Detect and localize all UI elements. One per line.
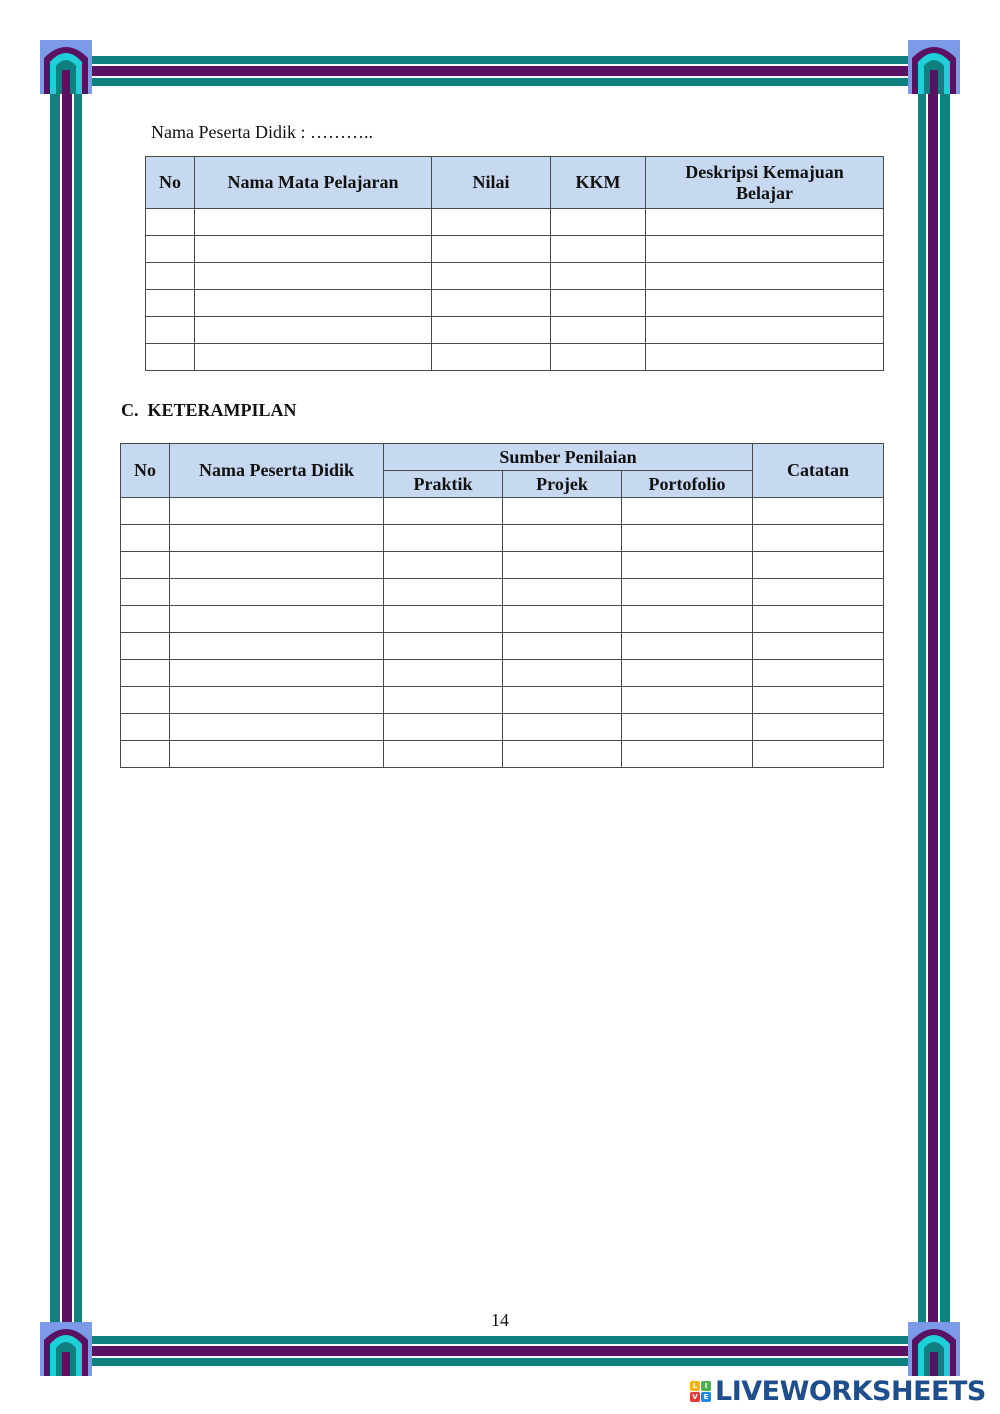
header-portfolio: Portofolio bbox=[622, 471, 753, 498]
table-cell[interactable] bbox=[146, 263, 195, 290]
table-cell[interactable] bbox=[622, 552, 753, 579]
skills-table bbox=[120, 443, 884, 768]
table-cell[interactable] bbox=[121, 660, 170, 687]
header-score: Nilai bbox=[432, 157, 551, 209]
header-no: No bbox=[121, 444, 170, 498]
table-cell[interactable] bbox=[432, 263, 551, 290]
table-cell[interactable] bbox=[503, 660, 622, 687]
table-cell[interactable] bbox=[170, 660, 384, 687]
table-cell[interactable] bbox=[170, 687, 384, 714]
table-cell[interactable] bbox=[170, 579, 384, 606]
table-row bbox=[121, 714, 884, 741]
grades-table-body bbox=[146, 209, 884, 371]
table-cell[interactable] bbox=[121, 579, 170, 606]
table-cell[interactable] bbox=[384, 552, 503, 579]
table-cell[interactable] bbox=[432, 344, 551, 371]
table-cell[interactable] bbox=[622, 714, 753, 741]
table-cell[interactable] bbox=[384, 606, 503, 633]
table-cell[interactable] bbox=[503, 579, 622, 606]
table-cell[interactable] bbox=[146, 317, 195, 344]
table-cell[interactable] bbox=[384, 525, 503, 552]
table-cell[interactable] bbox=[195, 263, 432, 290]
student-name-line: Nama Peserta Didik : ……….. bbox=[151, 122, 373, 142]
table-cell[interactable] bbox=[170, 633, 384, 660]
table-cell[interactable] bbox=[195, 317, 432, 344]
table-row bbox=[121, 552, 884, 579]
table-cell[interactable] bbox=[753, 660, 884, 687]
table-cell[interactable] bbox=[622, 606, 753, 633]
table-cell[interactable] bbox=[146, 209, 195, 236]
table-cell[interactable] bbox=[503, 633, 622, 660]
table-cell[interactable] bbox=[384, 660, 503, 687]
table-row bbox=[146, 317, 884, 344]
table-cell[interactable] bbox=[432, 209, 551, 236]
table-cell[interactable] bbox=[384, 687, 503, 714]
table-cell[interactable] bbox=[503, 606, 622, 633]
table-cell[interactable] bbox=[503, 552, 622, 579]
table-row bbox=[146, 344, 884, 371]
table-cell[interactable] bbox=[432, 317, 551, 344]
logo-tile: E bbox=[701, 1392, 711, 1402]
table-cell[interactable] bbox=[121, 714, 170, 741]
table-row bbox=[146, 290, 884, 317]
logo-tile: L bbox=[690, 1381, 700, 1391]
table-cell[interactable] bbox=[622, 525, 753, 552]
header-student-name: Nama Peserta Didik bbox=[170, 444, 384, 498]
table-cell[interactable] bbox=[146, 290, 195, 317]
table-cell[interactable] bbox=[384, 714, 503, 741]
table-cell[interactable] bbox=[646, 344, 884, 371]
header-practice: Praktik bbox=[384, 471, 503, 498]
header-progress-description: Deskripsi Kemajuan Belajar bbox=[646, 157, 884, 209]
header-kkm: KKM bbox=[551, 157, 646, 209]
table-cell[interactable] bbox=[432, 290, 551, 317]
table-cell[interactable] bbox=[170, 606, 384, 633]
header-assessment-source: Sumber Penilaian bbox=[384, 444, 753, 471]
table-cell[interactable] bbox=[121, 525, 170, 552]
header-project: Projek bbox=[503, 471, 622, 498]
table-row bbox=[121, 741, 884, 768]
table-cell[interactable] bbox=[753, 579, 884, 606]
table-cell[interactable] bbox=[503, 687, 622, 714]
table-cell[interactable] bbox=[646, 236, 884, 263]
table-header-row bbox=[121, 444, 884, 471]
table-cell[interactable] bbox=[195, 344, 432, 371]
table-cell[interactable] bbox=[384, 498, 503, 525]
table-cell[interactable] bbox=[170, 552, 384, 579]
corner-ornament-icon bbox=[908, 40, 960, 94]
table-cell[interactable] bbox=[170, 498, 384, 525]
liveworksheets-watermark bbox=[690, 1374, 986, 1408]
table-cell[interactable] bbox=[503, 525, 622, 552]
liveworksheets-logo-icon bbox=[690, 1381, 711, 1402]
table-cell[interactable] bbox=[753, 606, 884, 633]
table-cell[interactable] bbox=[551, 344, 646, 371]
table-cell[interactable] bbox=[753, 633, 884, 660]
table-row bbox=[121, 633, 884, 660]
table-cell[interactable] bbox=[146, 344, 195, 371]
logo-tile: I bbox=[701, 1381, 711, 1391]
table-cell[interactable] bbox=[753, 552, 884, 579]
table-cell[interactable] bbox=[622, 741, 753, 768]
corner-ornament-icon bbox=[40, 40, 92, 94]
table-cell[interactable] bbox=[646, 209, 884, 236]
table-cell[interactable] bbox=[503, 498, 622, 525]
table-cell[interactable] bbox=[121, 498, 170, 525]
table-header-row bbox=[146, 157, 884, 209]
table-cell[interactable] bbox=[622, 498, 753, 525]
table-cell[interactable] bbox=[170, 714, 384, 741]
table-cell[interactable] bbox=[170, 741, 384, 768]
header-no: No bbox=[146, 157, 195, 209]
watermark-text: LIVEWORKSHEETS bbox=[715, 1375, 986, 1407]
table-row bbox=[121, 525, 884, 552]
table-cell[interactable] bbox=[551, 209, 646, 236]
table-row bbox=[121, 687, 884, 714]
table-cell[interactable] bbox=[646, 263, 884, 290]
logo-tile: V bbox=[690, 1392, 700, 1402]
table-cell[interactable] bbox=[195, 209, 432, 236]
table-cell[interactable] bbox=[753, 525, 884, 552]
section-heading: C. KETERAMPILAN bbox=[121, 400, 297, 420]
table-row bbox=[121, 660, 884, 687]
table-cell[interactable] bbox=[121, 606, 170, 633]
table-row bbox=[121, 498, 884, 525]
table-row bbox=[121, 606, 884, 633]
table-row bbox=[121, 579, 884, 606]
table-cell[interactable] bbox=[753, 498, 884, 525]
table-cell[interactable] bbox=[121, 633, 170, 660]
table-cell[interactable] bbox=[384, 741, 503, 768]
table-cell[interactable] bbox=[121, 687, 170, 714]
page-number: 14 bbox=[491, 1310, 509, 1330]
table-cell[interactable] bbox=[753, 714, 884, 741]
table-cell[interactable] bbox=[622, 579, 753, 606]
table-cell[interactable] bbox=[551, 317, 646, 344]
table-cell[interactable] bbox=[503, 741, 622, 768]
grades-table bbox=[145, 156, 884, 371]
table-cell[interactable] bbox=[146, 236, 195, 263]
table-cell[interactable] bbox=[432, 236, 551, 263]
table-cell[interactable] bbox=[753, 687, 884, 714]
table-row bbox=[146, 263, 884, 290]
table-cell[interactable] bbox=[551, 263, 646, 290]
table-cell[interactable] bbox=[622, 660, 753, 687]
table-cell[interactable] bbox=[121, 741, 170, 768]
skills-table-body bbox=[121, 498, 884, 768]
table-cell[interactable] bbox=[195, 236, 432, 263]
table-cell[interactable] bbox=[551, 290, 646, 317]
table-cell[interactable] bbox=[622, 633, 753, 660]
table-cell[interactable] bbox=[503, 714, 622, 741]
header-subject: Nama Mata Pelajaran bbox=[195, 157, 432, 209]
table-cell[interactable] bbox=[753, 741, 884, 768]
table-cell[interactable] bbox=[646, 317, 884, 344]
table-cell[interactable] bbox=[551, 236, 646, 263]
table-cell[interactable] bbox=[195, 290, 432, 317]
table-cell[interactable] bbox=[646, 290, 884, 317]
table-cell[interactable] bbox=[384, 633, 503, 660]
table-row bbox=[146, 236, 884, 263]
table-row bbox=[146, 209, 884, 236]
header-notes: Catatan bbox=[753, 444, 884, 498]
table-cell[interactable] bbox=[384, 579, 503, 606]
table-cell[interactable] bbox=[622, 687, 753, 714]
table-cell[interactable] bbox=[170, 525, 384, 552]
table-cell[interactable] bbox=[121, 552, 170, 579]
